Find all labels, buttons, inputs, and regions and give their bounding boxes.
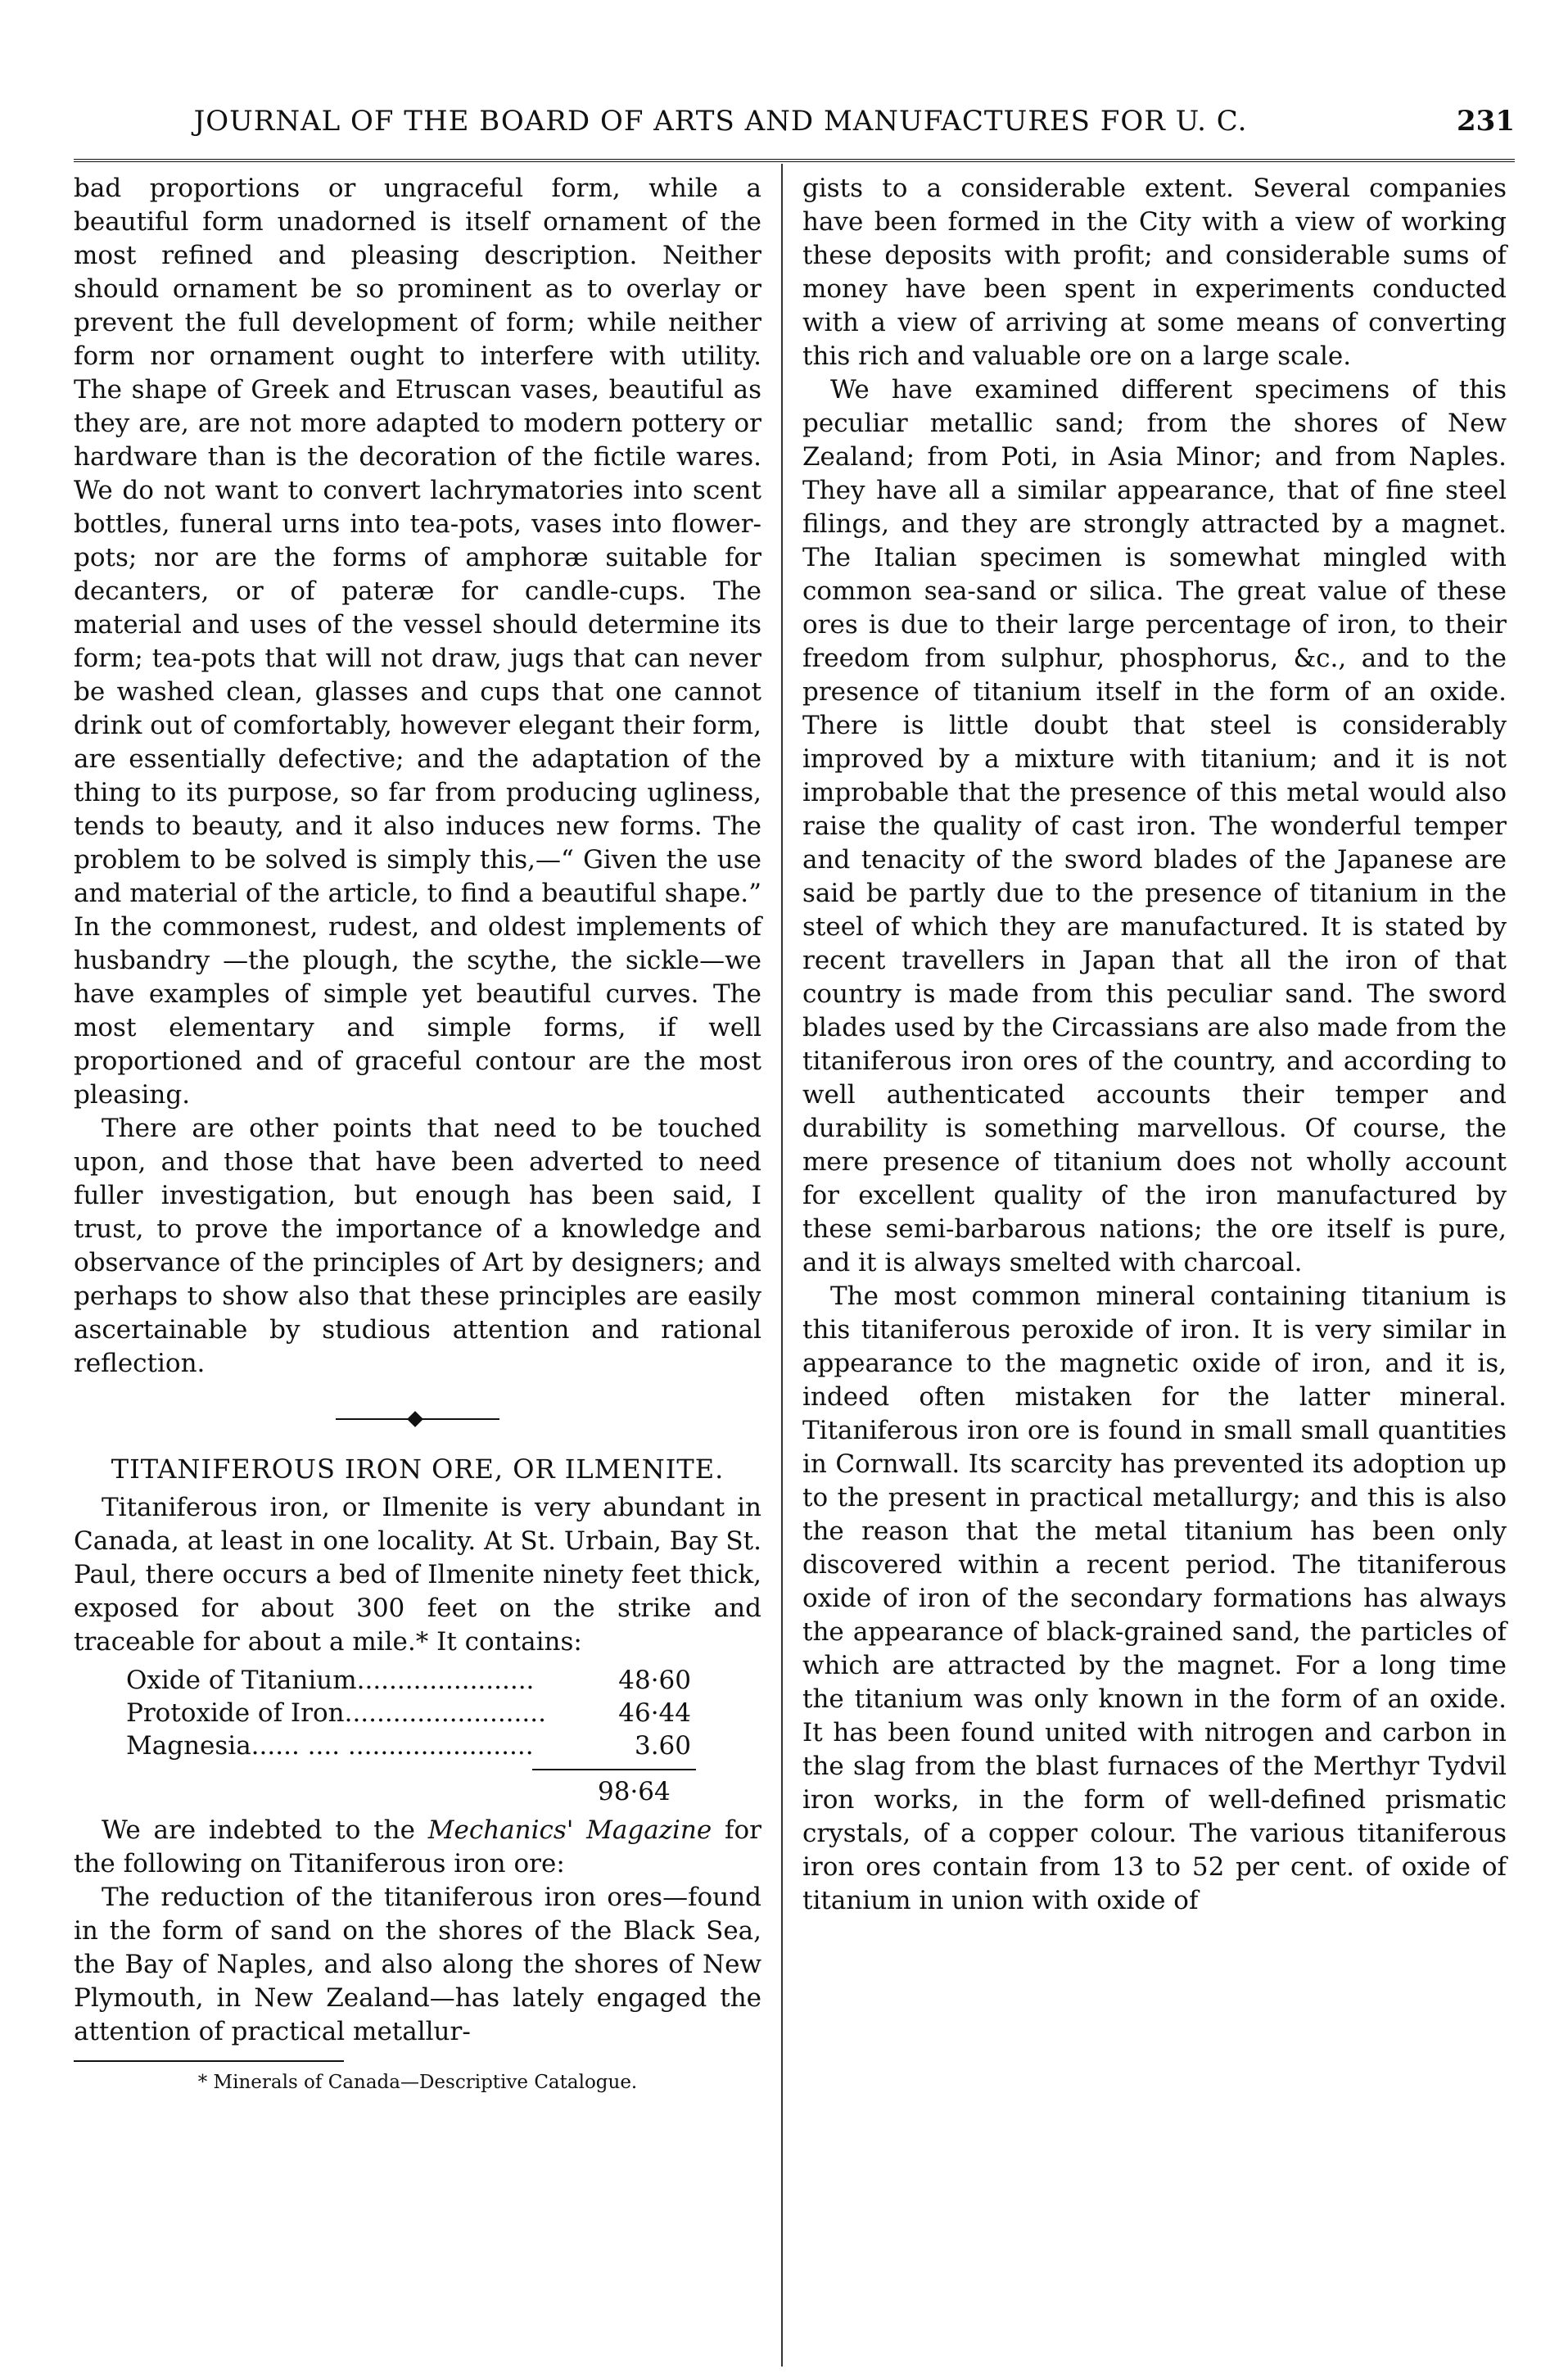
analysis-name: Protoxide of Iron......................... (126, 1698, 546, 1728)
left-column (74, 172, 761, 2095)
analysis-name: Magnesia...... .... ....................... (126, 1731, 534, 1761)
running-title: JOURNAL OF THE BOARD OF ARTS AND MANUFACTURES FOR U. C. (193, 105, 1248, 138)
paragraph: gists to a considerable extent. Several companies have been formed in the City with a view of working these deposits with profit; and considerable sums of money have been spent in experiments conducted with a view of arriving at some means of converting this rich and valuable ore on a large scale. (802, 174, 1507, 371)
column-divider (781, 164, 783, 2367)
analysis-total: 98·64 (598, 1777, 671, 1806)
right-column (802, 172, 1507, 1918)
analysis-value: 3.60 (634, 1731, 691, 1761)
header-rule (74, 159, 1515, 162)
analysis-value: 48·60 (618, 1666, 691, 1695)
footnote: * Minerals of Canada—Descriptive Catalogue. (197, 2072, 638, 2093)
paragraph: Titaniferous iron, or Ilmenite is very abundant in Canada, at least in one locality. At St. Urbain, Bay St. Paul, there occurs a bed of Ilmenite ninety feet thick, exposed for about 300 feet on the strike and traceable for about a mile.* It contains: (74, 1493, 761, 1657)
paragraph: There are other points that need to be touched upon, and those that have been adverted to need fuller investigation, but enough has been said, I trust, to prove the importance of a knowledge and observance of the principles of Art by designers; and perhaps to show also that these principles are easily ascertainable by studious attention and rational reflection. (74, 1114, 761, 1378)
paragraph: bad proportions or ungraceful form, while a beautiful form unadorned is itself ornament of the most refined and pleasing description. Neither should ornament be so prominent as to overlay or prevent the full development of form; while neither form nor ornament ought to interfere with utility. The shape of Greek and Etruscan vases, beautiful as they are, are not more adapted to modern pottery or hardware than is the decoration of the fictile wares. We do not want to convert lachrymatories into scent bottles, funeral urns into tea-pots, vases into flower-pots; nor are the forms of amphoræ suitable for decanters, or of pateræ for candle-cups. The material and uses of the vessel should determine its form; tea-pots that will not draw, jugs that can never be washed clean, glasses and cups that one cannot drink out of comfortably, however elegant their form, are essentially defective; and the adaptation of the thing to its purpose, so far from producing ugliness, tends to beauty, and it also induces new forms. The problem to be solved is simply this,—“ Given the use and material of the article, to find a beautiful shape.” In the commonest, rudest, and oldest implements of husbandry —the plough, the scythe, the sickle—we have examples of simple yet beautiful curves. The most elementary and simple forms, if well proportioned and of graceful contour are the most pleasing. (74, 174, 761, 1110)
analysis-row (126, 1729, 691, 1762)
analysis-value: 46·44 (618, 1698, 691, 1728)
section-title: TITANIFEROUS IRON ORE, OR ILMENITE. (111, 1453, 725, 1485)
paragraph: We are indebted to the Mechanics' Magazine for the following on Titaniferous iron ore: (74, 1815, 762, 1878)
analysis-name: Oxide of Titanium...................... (126, 1666, 535, 1695)
paragraph: We have examined different specimens of this peculiar metallic sand; from the shores of New Zealand; from Poti, in Asia Minor; and from Naples. They have all a similar appearance, that of fine steel filings, and they are strongly attracted by a magnet. The Italian specimen is somewhat mingled with common sea-sand or silica. The great value of these ores is due to their large percentage of iron, to their freedom from sulphur, phosphorus, &c., and to the presence of titanium itself in the form of an oxide. There is little doubt that steel is considerably improved by a mixture with titanium; and it is not improbable that the presence of this metal would also raise the quality of cast iron. The wonderful temper and tenacity of the sword blades of the Japanese are said be partly due to the presence of titanium in the steel of which they are manufactured. It is stated by recent travellers in Japan that all the iron of that country is made from this peculiar sand. The sword blades used by the Circassians are also made from the titaniferous iron ores of the country, and according to well authenticated accounts their temper and durability is something marvellous. Of course, the mere presence of titanium does not wholly account for excellent quality of the iron manufactured by these semi-barbarous nations; the ore itself is pure, and it is always smelted with charcoal. (802, 375, 1507, 1277)
magazine-title: Mechanics' Magazine (427, 1815, 712, 1845)
analysis-row (126, 1697, 691, 1729)
footnote-rule (74, 2060, 344, 2062)
analysis-row (126, 1664, 691, 1697)
total-rule (532, 1769, 696, 1770)
page-number: 231 (1457, 105, 1515, 138)
page-header (74, 100, 1515, 149)
paragraph: The reduction of the titaniferous iron ores—found in the form of sand on the shores of the Black Sea, the Bay of Naples, and also along the shores of New Plymouth, in New Zealand—has lately engaged the attention of practical metallur- (74, 1883, 761, 2046)
section-ornament (74, 1395, 761, 1444)
analysis-table (126, 1664, 691, 1762)
paragraph: The most common mineral containing titanium is this titaniferous peroxide of iron. It is very similar in appearance to the magnetic oxide of iron, and it is, indeed often mistaken for the latter mineral. Titaniferous iron ore is found in small small quantities in Cornwall. Its scarcity has prevented its adoption up to the present in practical metallurgy; and this is also the reason that the metal titanium has been only discovered within a recent period. The titaniferous oxide of iron of the secondary formations has always the appearance of black-grained sand, the particles of which are attracted by the magnet. For a long time the titanium was only known in the form of an oxide. It has been found united with nitrogen and carbon in the slag from the blast furnaces of the Merthyr Tydvil iron works, in the form of well-defined prismatic crystals, of a copper colour. The various titaniferous iron ores contain from 13 to 52 per cent. of oxide of titanium in union with oxide of (802, 1282, 1507, 1915)
